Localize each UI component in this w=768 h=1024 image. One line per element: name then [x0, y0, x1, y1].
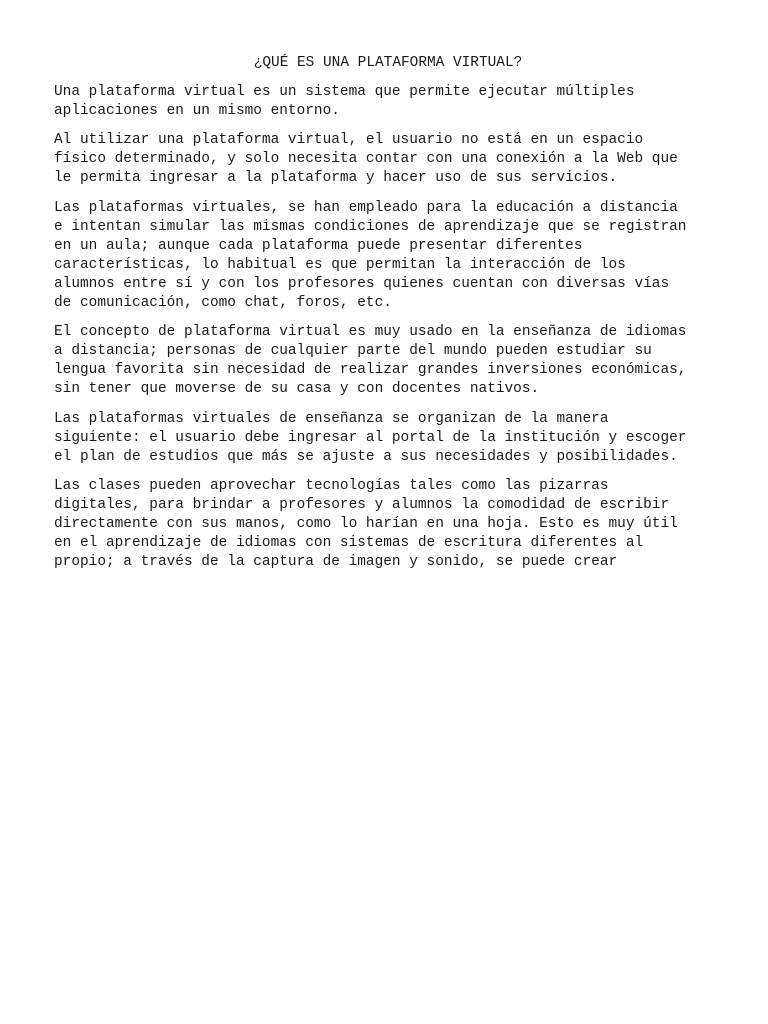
paragraph-line: Las plataformas virtuales, se han empleado para la educación a distancia: [54, 199, 678, 216]
paragraph-line: a distancia; personas de cualquier parte del mundo pueden estudiar su: [54, 343, 652, 360]
paragraph-line: características, lo habitual es que permitan la interacción de los: [54, 256, 626, 273]
paragraph-line: propio; a través de la captura de imagen y sonido, se puede crear: [54, 554, 618, 571]
paragraph: [54, 410, 722, 467]
paragraph-line: digitales, para brindar a profesores y alumnos la comodidad de escribir: [54, 496, 670, 513]
document-title: ¿QUÉ ES UNA PLATAFORMA VIRTUAL?: [253, 55, 523, 71]
paragraph-line: en el aprendizaje de idiomas con sistemas de escritura diferentes al: [54, 535, 644, 552]
paragraph-line: le permita ingresar a la plataforma y hacer uso de sus servicios.: [54, 170, 618, 187]
paragraph: [54, 323, 722, 399]
paragraph-line: e intentan simular las mismas condiciones de aprendizaje que se registran: [54, 218, 687, 235]
paragraph-line: sin tener que moverse de su casa y con docentes nativos.: [54, 381, 540, 398]
paragraph: [54, 477, 722, 572]
paragraph-line: siguiente: el usuario debe ingresar al portal de la institución y escoger: [54, 429, 687, 446]
paragraph: [54, 131, 722, 188]
paragraph-line: aplicaciones en un mismo entorno.: [54, 103, 340, 120]
paragraph: [54, 83, 722, 121]
paragraph: [54, 199, 722, 314]
document-page: [54, 54, 722, 582]
paragraph-line: Una plataforma virtual es un sistema que permite ejecutar múltiples: [54, 84, 635, 101]
paragraph-line: directamente con sus manos, como lo harían en una hoja. Esto es muy útil: [54, 515, 678, 532]
paragraph-line: alumnos entre sí y con los profesores quienes cuentan con diversas vías: [54, 275, 670, 292]
paragraph-line: físico determinado, y solo necesita contar con una conexión a la Web que: [54, 151, 678, 168]
paragraph-line: Las clases pueden aprovechar tecnologías tales como las pizarras: [54, 477, 609, 494]
paragraph-line: Al utilizar una plataforma virtual, el usuario no está en un espacio: [54, 132, 644, 149]
paragraph-line: El concepto de plataforma virtual es muy usado en la enseñanza de idiomas: [54, 324, 687, 341]
paragraph-line: de comunicación, como chat, foros, etc.: [54, 295, 392, 312]
paragraph-line: el plan de estudios que más se ajuste a sus necesidades y posibilidades.: [54, 448, 678, 465]
paragraph-line: lengua favorita sin necesidad de realizar grandes inversiones económicas,: [54, 362, 687, 379]
paragraph-line: en un aula; aunque cada plataforma puede presentar diferentes: [54, 237, 583, 254]
paragraph-line: Las plataformas virtuales de enseñanza se organizan de la manera: [54, 410, 609, 427]
